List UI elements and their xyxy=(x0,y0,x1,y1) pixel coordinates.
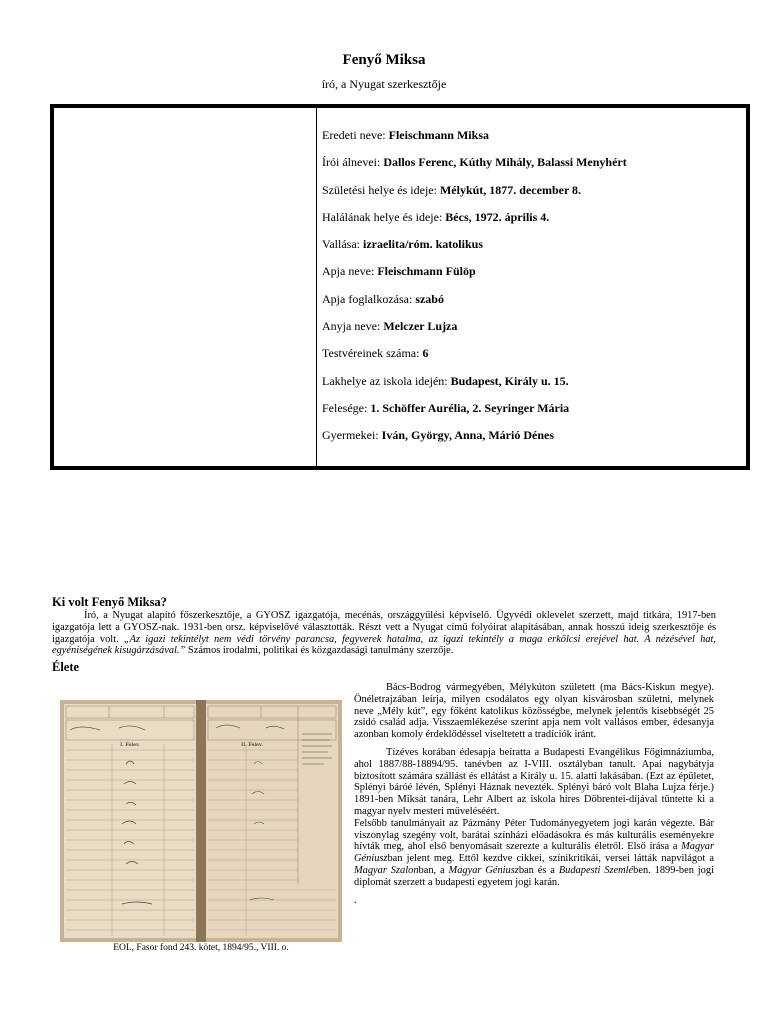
info-row: Halálának helye és ideje: Bécs, 1972. április 4. xyxy=(322,209,550,224)
info-row: Anyja neve: Melczer Lujza xyxy=(322,319,458,334)
register-page-right xyxy=(206,704,338,938)
info-row: Apja neve: Fleischmann Fülöp xyxy=(322,264,476,279)
life-paragraph: Felsőbb tanulmányait az Pázmány Péter Tudományegyetem jogi karán végezte. Bár viszonylag szegény volt, barátai színházi előadásokra és más kulturális eseményekre hívták meg, ahol első benyomásait szerezte a kulturális életről. Első írása a Magyar Géniuszban jelent meg. Ettől kezdve cikkei, színikritikái, versei látták napvilágot a Magyar Szalonban, a Magyar Géniuszban és a Budapesti Szemlében. 1899-ben jogi diplomát szerzett a budapesti egyetem jogi karán. xyxy=(354,817,714,888)
school-register-photo xyxy=(60,700,342,942)
info-row: Eredeti neve: Fleischmann Miksa xyxy=(322,128,489,142)
info-list xyxy=(322,125,742,453)
info-row: Születési helye és ideje: Mélykút, 1877. december 8. xyxy=(322,182,582,197)
register-lines-left xyxy=(64,704,196,938)
register-left-heading: I. Felev. xyxy=(120,742,140,748)
page-title: Fenyő Miksa xyxy=(342,52,426,68)
info-row: Testvéreinek száma: 6 xyxy=(322,346,429,361)
section-heading-who: Ki volt Fenyő Miksa? xyxy=(52,595,167,609)
photo-caption: EOL, Fasor fond 243. kötet, 1894/95., VIII. o. xyxy=(113,943,289,953)
intro-paragraph: Író, a Nyugat alapító főszerkesztője, a GYOSZ igazgatója, mecénás, országgyűlési képviselő. Ügyvédi oklevelet szerzett, majd titkára, 1917-ben igazgatója lett a GYOSZ-nak. 1931-ben orsz. képviselővé választották. Részt vett a Nyugat című folyóirat alapításában, annak hosszú ideig szerkesztője és igazgatója volt. „Az igazi tekintélyt nem védi törvény parancsa, fegyverek hatalma, az igazi tekintély a maga erkölcsi erejével hat. A nézésével hat, egyéniségének kisugárzásával.” Számos irodalmi, politikai és közgazdasági tanulmány szerzője. xyxy=(52,610,716,657)
info-box xyxy=(50,104,750,470)
portrait-placeholder xyxy=(54,108,317,466)
life-column xyxy=(354,682,714,906)
life-paragraph-end: . xyxy=(354,894,357,906)
page-subtitle: író, a Nyugat szerkesztője xyxy=(321,77,447,91)
info-row: Apja foglalkozása: szabó xyxy=(322,291,444,306)
register-spine xyxy=(196,700,206,942)
info-row: Írói álnevei: Dallos Ferenc, Kúthy Mihály, Balassi Menyhért xyxy=(322,155,627,170)
section-heading-life: Élete xyxy=(52,660,80,674)
info-row: Felesége: 1. Schöffer Aurélia, 2. Seyringer Mária xyxy=(322,400,570,415)
register-lines-right xyxy=(206,704,338,938)
info-row: Lakhelye az iskola idején: Budapest, Király u. 15. xyxy=(322,373,569,388)
register-right-heading: II. Felev. xyxy=(241,742,263,748)
register-page-left xyxy=(64,704,196,938)
info-row: Vallása: izraelita/róm. katolikus xyxy=(322,237,483,252)
info-row: Gyermekei: Iván, György, Anna, Márió Dénes xyxy=(322,428,554,443)
life-paragraph: Bács-Bodrog vármegyében, Mélykúton született (ma Bács-Kiskun megye). Önéletrajzában leírja, milyen csodálatos egy olyan kisvárosban születni, melynek neve „Mély kút”, egy főként katolikus közösségbe, melynek jelentős kisebbségét 25 zsidó család adja. Visszaemlékezése szerint apja nem volt vallásos ember, édesanyja azonban komoly érdeklődéssel viseltetett a tradíciók iránt. xyxy=(354,682,714,741)
life-paragraph: Tízéves korában édesapja beíratta a Budapesti Evangélikus Főgimnáziumba, ahol 1887/88-18894/95. tanévben az I-VIII. osztályban tanult. Apai nagybátyja biztosított számára szállást és ellátást a Király u. 15. alatti lakásában. (Ezt az épületet, Splényi báróé lévén, Splényi Háznak nevezték. Splényi báró volt Blaha Lujza férje.) 1891-ben Miksát tanára, Lehr Albert az iskola híres Döbrentei-díjával tüntette ki a magyar nyelv mesteri műveléséért. xyxy=(354,746,714,817)
